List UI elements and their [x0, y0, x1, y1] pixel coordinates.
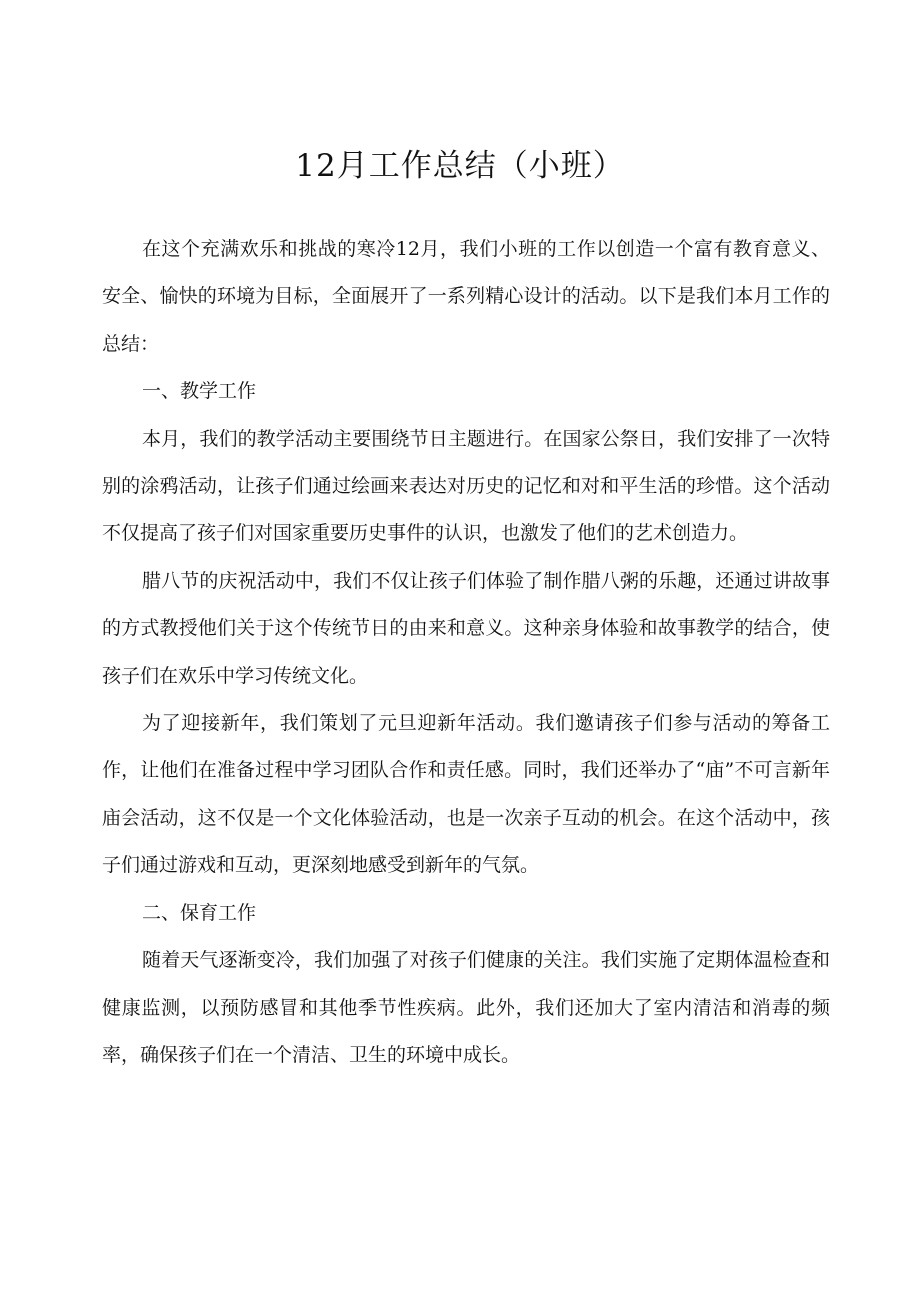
care-paragraph-1: 随着天气逐渐变冷，我们加强了对孩子们健康的关注。我们实施了定期体温检查和健康监测，以预防感冒和其他季节性疾病。此外，我们还加大了室内清洁和消毒的频率，确保孩子们在一个清洁、卫生的环境中成长。	[102, 949, 830, 1066]
document-title: 12月工作总结（小班）	[295, 148, 625, 184]
intro-paragraph: 在这个充满欢乐和挑战的寒冷12月，我们小班的工作以创造一个富有教育意义、安全、愉快的环境为目标，全面展开了一系列精心设计的活动。以下是我们本月工作的总结：	[102, 238, 830, 355]
teaching-paragraph-3: 为了迎接新年，我们策划了元旦迎新年活动。我们邀请孩子们参与活动的筹备工作，让他们在准备过程中学习团队合作和责任感。同时，我们还举办了“庙”不可言新年庙会活动，这不仅是一个文化体验活动，也是一次亲子互动的机会。在这个活动中，孩子们通过游戏和互动，更深刻地感受到新年的气氛。	[102, 712, 830, 877]
document-body	[102, 226, 830, 1079]
teaching-paragraph-2: 腊八节的庆祝活动中，我们不仅让孩子们体验了制作腊八粥的乐趣，还通过讲故事的方式教授他们关于这个传统节日的由来和意义。这种亲身体验和故事教学的结合，使孩子们在欢乐中学习传统文化。	[102, 569, 830, 687]
teaching-paragraph-1: 本月，我们的教学活动主要围绕节日主题进行。在国家公祭日，我们安排了一次特别的涂鸦活动，让孩子们通过绘画来表达对历史的记忆和对和平生活的珍惜。这个活动不仅提高了孩子们对国家重要历史事件的认识，也激发了他们的艺术创造力。	[102, 427, 830, 545]
section-heading-teaching: 一、教学工作	[142, 380, 257, 403]
section-heading-care: 二、保育工作	[142, 901, 257, 924]
